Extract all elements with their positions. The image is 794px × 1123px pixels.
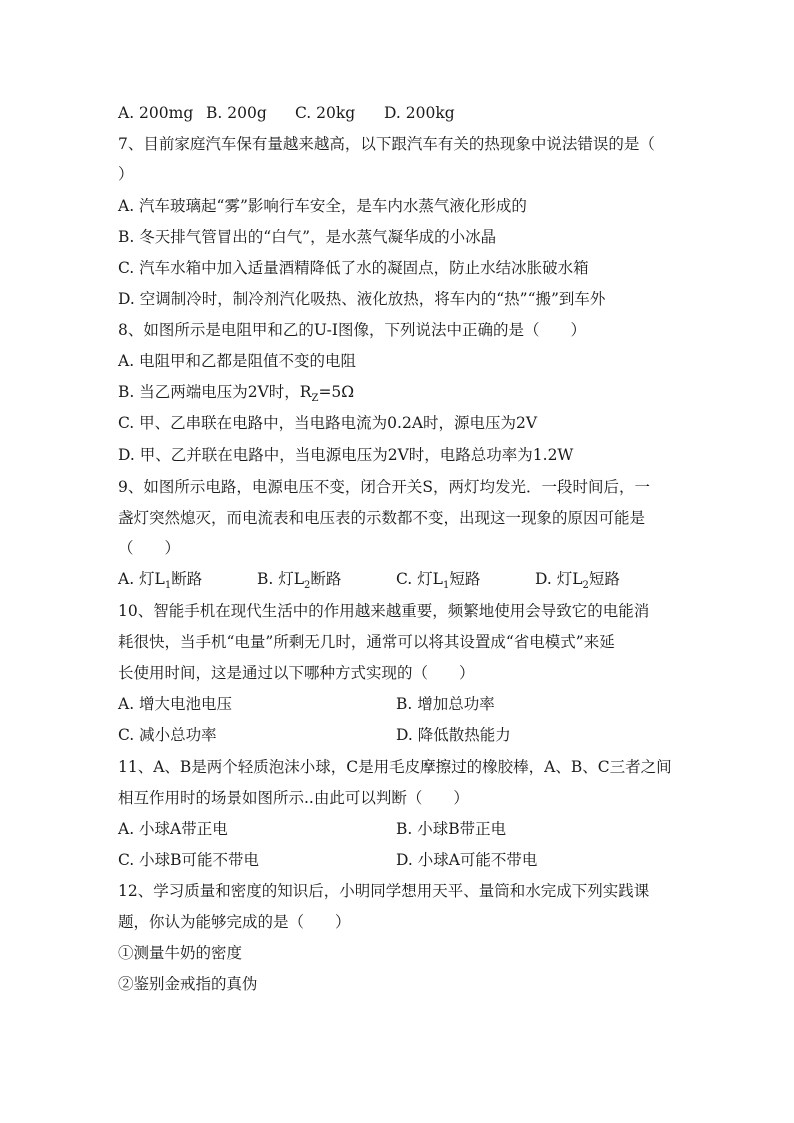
- q8-option-b-text: B. 当乙两端电压为2V时，R: [118, 383, 312, 401]
- q10-stem-line-2: 耗很快，当手机“电量”所剩无几时，通常可以将其设置成“省电模式”来延: [118, 633, 615, 651]
- q10-option-c: C. 减小总功率: [118, 726, 217, 744]
- q10-stem-line-3: 长使用时间，这是通过以下哪种方式实现的（ ）: [118, 664, 475, 682]
- q10-options-row-1: [118, 694, 698, 714]
- q7-stem-line-2: ）: [118, 165, 134, 183]
- q10-option-b: B. 增加总功率: [396, 695, 495, 713]
- q11-stem-line-1: 11、A、B是两个轻质泡沫小球，C是用毛皮摩擦过的橡胶棒，A、B、C三者之间: [118, 758, 672, 776]
- q10-option-d: D. 降低散热能力: [396, 726, 511, 744]
- q11-options-row-2: [118, 850, 698, 870]
- q8-option-b-value: =5Ω: [318, 383, 355, 401]
- q10-option-a: A. 增大电池电压: [118, 695, 233, 713]
- q9-stem-line-2: 盏灯突然熄灭，而电流表和电压表的示数都不变，出现这一现象的原因可能是: [118, 509, 646, 527]
- q12-item-1: ①测量牛奶的密度: [118, 944, 243, 962]
- q7-option-d: D. 空调制冷时，制冷剂汽化吸热、液化放热，将车内的“热”“搬”到车外: [118, 290, 606, 308]
- q12-stem-line-2: 题，你认为能够完成的是（ ）: [118, 913, 351, 931]
- q9-option-d-text: D. 灯L: [535, 570, 583, 588]
- q6-option-d: D. 200kg: [384, 104, 455, 122]
- q8-option-c: C. 甲、乙串联在电路中，当电路电流为0.2A时，源电压为2V: [118, 414, 538, 432]
- q9-option-b: [257, 569, 342, 592]
- q6-option-a: A. 200mg: [118, 104, 194, 122]
- q9-option-c-text: C. 灯L: [396, 570, 443, 588]
- q9-option-b-suffix: 断路: [310, 570, 342, 588]
- q9-option-a: [118, 569, 203, 592]
- q6-option-c: C. 20kg: [295, 104, 356, 122]
- q9-option-c-suffix: 短路: [449, 570, 481, 588]
- q9-option-c-subscript: 1: [442, 580, 450, 592]
- q12-stem-line-1: 12、学习质量和密度的知识后，小明同学想用天平、量筒和水完成下列实践课: [118, 882, 650, 900]
- q8-option-b-subscript: Z: [311, 393, 319, 405]
- q9-option-b-text: B. 灯L: [257, 570, 305, 588]
- q11-option-b: B. 小球B带正电: [396, 820, 507, 838]
- q7-option-a: A. 汽车玻璃起“雾”影响行车安全，是车内水蒸气液化形成的: [118, 197, 527, 215]
- q9-stem-line-1: 9、如图所示电路，电源电压不变，闭合开关S，两灯均发光．一段时间后，一: [118, 478, 650, 496]
- q9-option-a-suffix: 断路: [171, 570, 203, 588]
- q8-option-b: [118, 382, 684, 405]
- q11-option-a: A. 小球A带正电: [118, 820, 228, 838]
- q8-option-d: D. 甲、乙并联在电路中，当电源电压为2V时，电路总功率为1.2W: [118, 446, 574, 464]
- q8-stem: 8、如图所示是电阻甲和乙的U-I图像，下列说法中正确的是（ ）: [118, 321, 587, 339]
- q7-option-c: C. 汽车水箱中加入适量酒精降低了水的凝固点，防止水结冰胀破水箱: [118, 259, 589, 277]
- q12-item-2: ②鉴别金戒指的真伪: [118, 975, 258, 993]
- q9-stem-line-3: （ ）: [118, 539, 181, 557]
- q9-option-c: [396, 569, 481, 592]
- q6-option-b: B. 200g: [206, 104, 267, 122]
- q9-option-d-subscript: 2: [582, 580, 589, 592]
- q9-option-d: [535, 569, 620, 592]
- q9-option-d-suffix: 短路: [588, 570, 620, 588]
- q8-option-a: A. 电阻甲和乙都是阻值不变的电阻: [118, 352, 357, 370]
- q9-options: [118, 569, 698, 592]
- q7-stem-line-1: 7、目前家庭汽车保有量越来越高，以下跟汽车有关的热现象中说法错误的是（: [118, 135, 655, 153]
- q9-option-b-subscript: 2: [304, 580, 311, 592]
- q10-options-row-2: [118, 725, 698, 745]
- q11-option-c: C. 小球B可能不带电: [118, 851, 260, 869]
- q9-option-a-subscript: 1: [164, 580, 172, 592]
- q10-stem-line-1: 10、智能手机在现代生活中的作用越来越重要，频繁地使用会导致它的电能消: [118, 602, 650, 620]
- q11-options-row-1: [118, 819, 698, 839]
- q11-option-d: D. 小球A可能不带电: [396, 851, 538, 869]
- q6-options: [118, 103, 698, 123]
- q7-option-b: B. 冬天排气管冒出的“白气”，是水蒸气凝华成的小冰晶: [118, 228, 497, 246]
- q11-stem-line-2: 相互作用时的场景如图所示..由此可以判断（ ）: [118, 789, 469, 807]
- q9-option-a-text: A. 灯L: [118, 570, 165, 588]
